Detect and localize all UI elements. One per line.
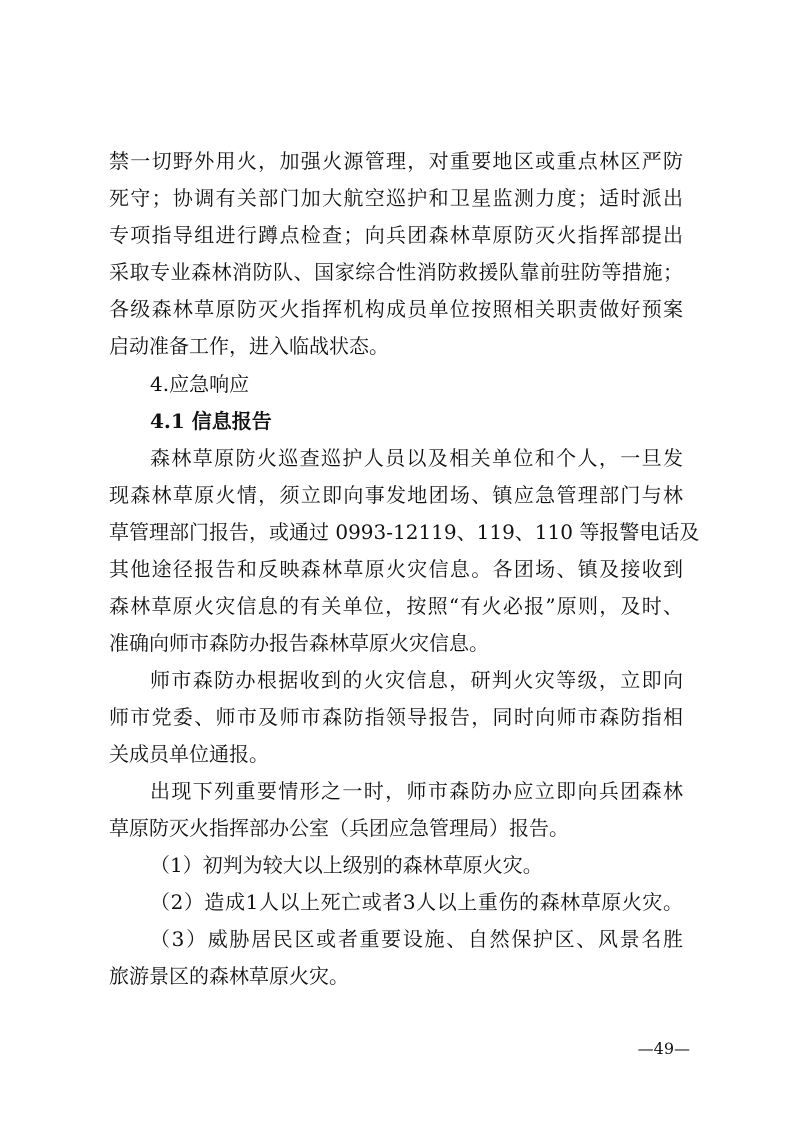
text-line: 现森林草原火情，须立即向事发地团场、镇应急管理部门与林 bbox=[109, 483, 683, 507]
page-number: —49— bbox=[637, 1039, 690, 1058]
text-line: 关成员单位通报。 bbox=[109, 742, 269, 766]
text-line: 出现下列重要情形之一时，师市森防办应立即向兵团森林 bbox=[150, 779, 683, 803]
text-line: 师市森防办根据收到的火灾信息，研判火灾等级，立即向 bbox=[150, 668, 683, 692]
text-line: 草原防灭火指挥部办公室（兵团应急管理局）报告。 bbox=[109, 816, 569, 840]
section-heading: 4.应急响应 bbox=[150, 372, 250, 396]
text-line: 启动准备工作，进入临战状态。 bbox=[109, 334, 389, 358]
list-item: （1）初判为较大以上级别的森林草原火灾。 bbox=[150, 853, 543, 877]
text-line: 禁一切野外用火，加强火源管理，对重要地区或重点林区严防 bbox=[109, 149, 683, 173]
text-line: 采取专业森林消防队、国家综合性消防救援队靠前驻防等措施； bbox=[109, 260, 683, 284]
list-item: （2）造成1人以上死亡或者3人以上重伤的森林草原火灾。 bbox=[150, 890, 683, 914]
text-line: 旅游景区的森林草原火灾。 bbox=[109, 964, 349, 988]
text-line: 师市党委、师市及师市森防指领导报告，同时向师市森防指相 bbox=[109, 705, 683, 729]
text-line: 草管理部门报告，或通过 0993-12119、119、110 等报警电话及 bbox=[109, 520, 700, 544]
text-line: （3）威胁居民区或者重要设施、自然保护区、风景名胜 bbox=[150, 927, 683, 951]
text-line: 准确向师市森防办报告森林草原火灾信息。 bbox=[109, 631, 489, 655]
subsection-heading: 4.1 信息报告 bbox=[150, 409, 272, 433]
text-line: 死守；协调有关部门加大航空巡护和卫星监测力度；适时派出 bbox=[109, 186, 683, 210]
text-line: 专项指导组进行蹲点检查；向兵团森林草原防灭火指挥部提出 bbox=[109, 223, 683, 247]
text-line: 各级森林草原防灭火指挥机构成员单位按照相关职责做好预案 bbox=[109, 297, 683, 321]
text-line: 森林草原防火巡查巡护人员以及相关单位和个人，一旦发 bbox=[150, 446, 683, 470]
text-line: 森林草原火灾信息的有关单位，按照“有火必报”原则，及时、 bbox=[109, 594, 683, 618]
text-line: 其他途径报告和反映森林草原火灾信息。各团场、镇及接收到 bbox=[109, 557, 683, 581]
